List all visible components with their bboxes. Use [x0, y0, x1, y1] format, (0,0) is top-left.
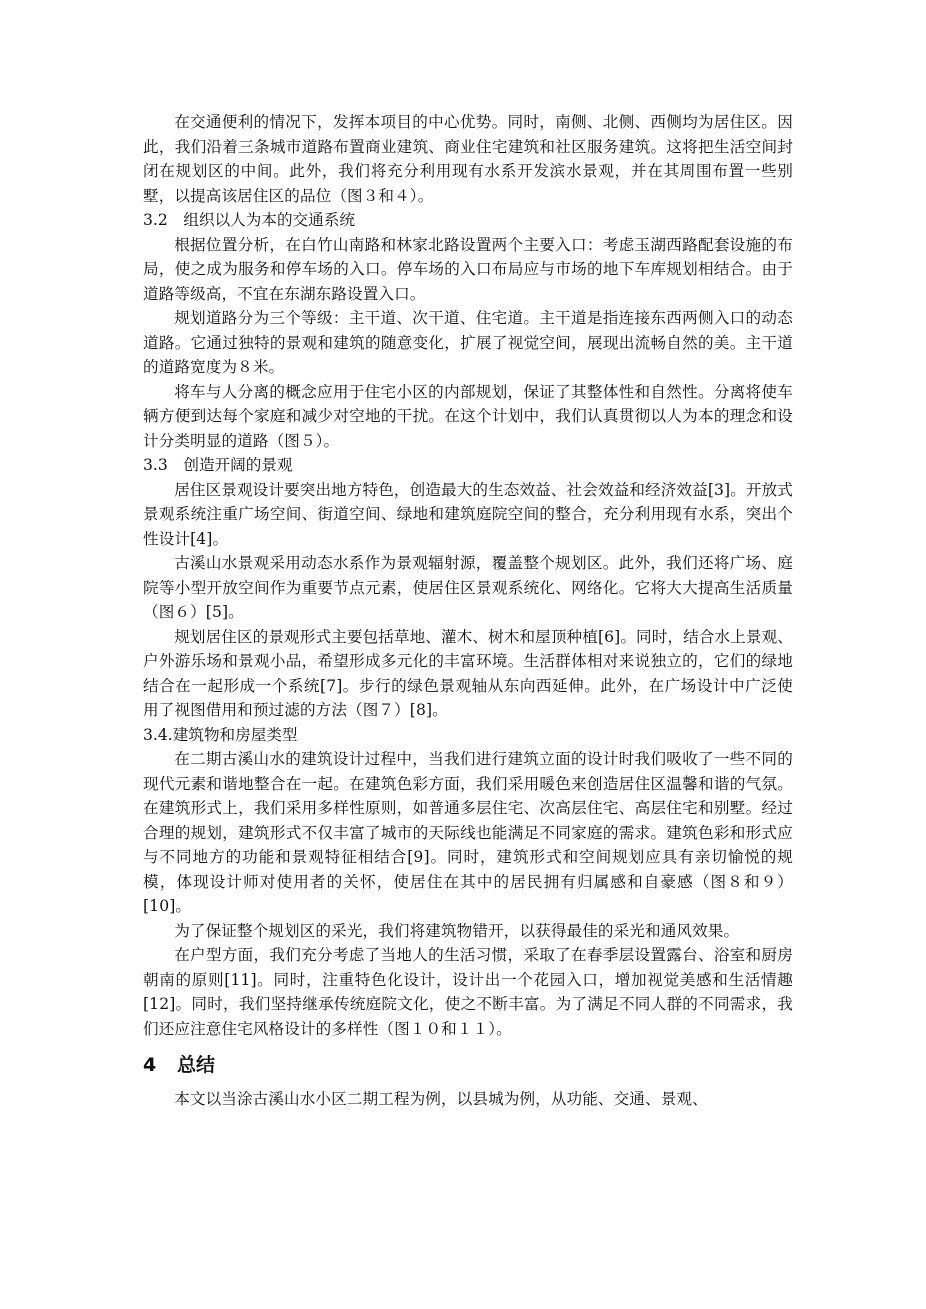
- paragraph-lighting: 为了保证整个规划区的采光，我们将建筑物错开，以获得最佳的采光和通风效果。: [174, 921, 740, 940]
- section-heading-4: [143, 1051, 793, 1079]
- paragraph-landscape-design: 居住区景观设计要突出地方特色，创造最大的生态效益、社会效益和经济效益[3]。开放式景观系统注重广场空间、街道空间、绿地和建筑庭院空间的整合，充分利用现有水系，突出个性设计[4]。: [143, 480, 793, 548]
- article-body: [143, 110, 793, 1112]
- paragraph-pedestrian-separation: 将车与人分离的概念应用于住宅小区的内部规划，保证了其整体性和自然性。分离将使车辆方便到达每个家庭和减少对空地的干扰。在这个计划中，我们认真贯彻以人为本的理念和设计分类明显的道路（图５）。: [143, 382, 793, 450]
- section-number: 4: [143, 1054, 157, 1076]
- paragraph-water-system: 古溪山水景观采用动态水系作为景观辐射源，覆盖整个规划区。此外，我们还将广场、庭院等小型开放空间作为重要节点元素，使居住区景观系统化、网络化。它将大大提高生活质量（图６）[5]。: [143, 554, 793, 621]
- paragraph-layout: 在交通便利的情况下，发挥本项目的中心优势。同时，南侧、北侧、西侧均为居住区。因此，我们沿着三条城市道路布置商业建筑、商业住宅建筑和社区服务建筑。这将把生活空间封闭在规划区的中间。此外，我们将充分利用现有水系开发滨水景观，并在其周围布置一些别墅，以提高该居住区的品位（图３和４）。: [143, 113, 793, 205]
- paragraph-landscape-forms: 规划居住区的景观形式主要包括草地、灌木、树木和屋顶种植[6]。同时，结合水上景观、户外游乐场和景观小品，希望形成多元化的丰富环境。生活群体相对来说独立的，它们的绿地结合在一起形成一个系统[7]。步行的绿色景观轴从东向西延伸。此外，在广场设计中广泛使用了视图借用和预过滤的方法（图７）[8]。: [143, 627, 793, 719]
- section-title: 总结: [177, 1054, 216, 1076]
- paragraph-conclusion: 本文以当涂古溪山水小区二期工程为例，以县城为例，从功能、交通、景观、: [174, 1090, 708, 1108]
- subsection-heading-3-3: 3.3 创造开阔的景观: [143, 456, 293, 474]
- paragraph-entrances: 根据位置分析，在白竹山南路和林家北路设置两个主要入口：考虑玉湖西路配套设施的布局，使之成为服务和停车场的入口。停车场的入口布局应与市场的地下车库规划相结合。由于道路等级高，不宜在东湖东路设置入口。: [143, 235, 793, 303]
- paragraph-house-types: 在户型方面，我们充分考虑了当地人的生活习惯，采取了在春季层设置露台、浴室和厨房朝南的原则[11]。同时，注重特色化设计，设计出一个花园入口，增加视觉美感和生活情趣[12]。同时，我们坚持继承传统庭院文化，使之不断丰富。为了满足不同人群的不同需求，我们还应注意住宅风格设计的多样性（图１０和１１）。: [143, 946, 793, 1038]
- paragraph-architecture: 在二期古溪山水的建筑设计过程中，当我们进行建筑立面的设计时我们吸收了一些不同的现代元素和谐地整合在一起。在建筑色彩方面，我们采用暖色来创造居住区温馨和谐的气氛。在建筑形式上，我们采用多样性原则，如普通多层住宅、次高层住宅、高层住宅和别墅。经过合理的规划，建筑形式不仅丰富了城市的天际线也能满足不同家庭的需求。建筑色彩和形式应与不同地方的功能和景观特征相结合[9]。同时，建筑形式和空间规划应具有亲切愉悦的规模，体现设计师对使用者的关怀，使居住在其中的居民拥有归属感和自豪感（图８和９）[10]。: [143, 750, 793, 915]
- paragraph-road-levels: 规划道路分为三个等级：主干道、次干道、住宅道。主干道是指连接东西两侧入口的动态道路。它通过独特的景观和建筑的随意变化，扩展了视觉空间，展现出流畅自然的美。主干道的道路宽度为８米。: [143, 309, 793, 376]
- subsection-heading-3-2: 3.2 组织以人为本的交通系统: [143, 211, 355, 229]
- subsection-heading-3-4: 3.4.建筑物和房屋类型: [143, 725, 298, 744]
